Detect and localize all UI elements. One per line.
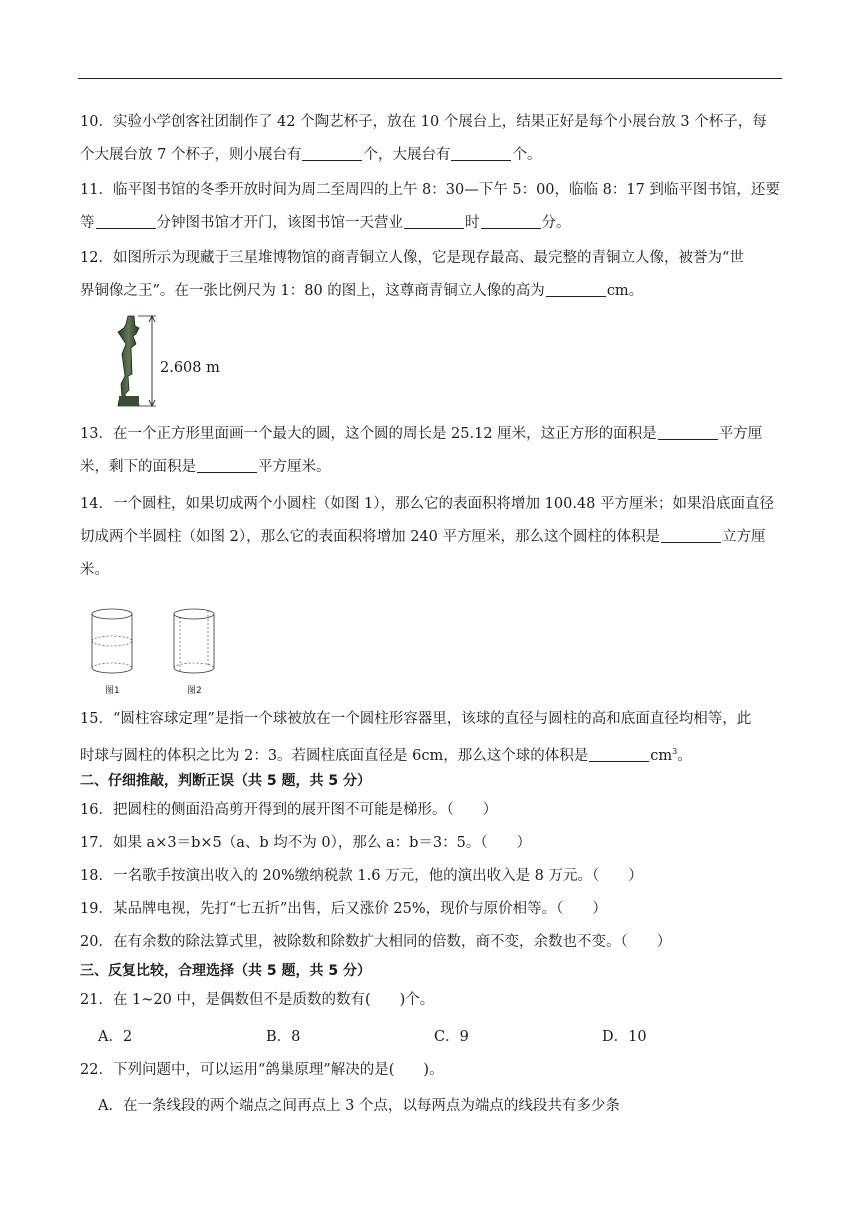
q11-line2: 等 分钟图书馆才开门，该图书馆一天营业 时 分。 xyxy=(80,215,571,231)
q19: 19．某品牌电视，先打“七五折”出售，后又涨价 25%，现价与原价相等。（ ） xyxy=(80,901,607,917)
figure-2-label: 图2 xyxy=(187,686,202,696)
q20: 20．在有余数的除法算式里，被除数和除数扩大相同的倍数，商不变，余数也不变。（ ） xyxy=(80,934,672,950)
q18: 18．一名歌手按演出收入的 20%缴纳税款 1.6 万元，他的演出收入是 8 万元。（ ） xyxy=(80,868,643,884)
q11-line1: 11．临平图书馆的冬季开放时间为周二至周四的上午 8：30—下午 5：00，临临 8：17 到临平图书馆，还要 xyxy=(80,182,780,198)
q13-line2: 米，剩下的面积是 平方厘米。 xyxy=(80,459,331,475)
q14-line2: 切成两个半圆柱（如图 2），那么它的表面积将增加 240 平方厘米，那么这个圆柱的体积是 立方厘 xyxy=(80,529,766,545)
q10-line2: 个大展台放 7 个杯子，则小展台有 个，大展台有 个。 xyxy=(80,147,542,163)
header-rule xyxy=(78,78,782,79)
q14-line1: 14．一个圆柱，如果切成两个小圆柱（如图 1），那么它的表面积将增加 100.48 平方厘米；如果沿底面直径 xyxy=(80,496,774,512)
q21-stem: 21．在 1~20 中，是偶数但不是质数的数有( )个。 xyxy=(80,992,435,1008)
q14-line3: 米。 xyxy=(80,562,109,578)
q22-stem: 22．下列问题中，可以运用“鸽巢原理”解决的是( )。 xyxy=(80,1062,444,1078)
q21-option-c[interactable]: C．9 xyxy=(434,1029,469,1045)
answer-blank[interactable] xyxy=(661,528,721,543)
cylinder-2-icon xyxy=(174,609,214,673)
answer-blank[interactable] xyxy=(658,425,718,440)
answer-blank[interactable] xyxy=(96,214,156,229)
q21-option-a[interactable]: A．2 xyxy=(98,1029,133,1045)
answer-blank[interactable] xyxy=(451,146,511,161)
cylinders-figure xyxy=(90,608,220,680)
answer-blank[interactable] xyxy=(404,214,464,229)
answer-blank[interactable] xyxy=(546,282,606,297)
answer-blank[interactable] xyxy=(197,458,257,473)
section-3-heading: 三、反复比较，合理选择（共 5 题，共 5 分） xyxy=(80,963,371,979)
q15-line1: 15．“圆柱容球定理”是指一个球被放在一个圆柱形容器里，该球的直径与圆柱的高和底面直径均相等，此 xyxy=(80,711,752,727)
answer-blank[interactable] xyxy=(481,214,541,229)
answer-blank[interactable] xyxy=(589,747,649,762)
statue-height-label: 2.608 m xyxy=(160,360,220,376)
q21-option-d[interactable]: D．10 xyxy=(602,1029,647,1045)
answer-blank[interactable] xyxy=(302,146,362,161)
q12-line2: 界铜像之王”。在一张比例尺为 1：80 的图上，这尊商青铜立人像的高为 cm。 xyxy=(80,283,644,299)
section-2-heading: 二、仔细推敲，判断正误（共 5 题，共 5 分） xyxy=(80,773,371,789)
figure-1-label: 图1 xyxy=(105,686,120,696)
q21-option-b[interactable]: B．8 xyxy=(266,1029,301,1045)
q10-line1: 10．实验小学创客社团制作了 42 个陶艺杯子，放在 10 个展台上，结果正好是每个小展台放 3 个杯子，每 xyxy=(80,114,767,130)
cylinder-1-icon xyxy=(92,609,132,673)
q17: 17．如果 a×3＝b×5（a、b 均不为 0），那么 a：b＝3：5。（ ） xyxy=(80,835,532,851)
q12-line1: 12．如图所示为现藏于三星堆博物馆的商青铜立人像，它是现存最高、最完整的青铜立人像，被誉为“世 xyxy=(80,250,744,266)
statue-icon xyxy=(118,316,139,406)
q16: 16．把圆柱的侧面沿高剪开得到的展开图不可能是梯形。（ ） xyxy=(80,802,498,818)
q13-line1: 13．在一个正方形里面画一个最大的圆，这个圆的周长是 25.12 厘米，这正方形的面积是 平方厘 xyxy=(80,426,763,442)
q15-line2: 时球与圆柱的体积之比为 2：3。若圆柱底面直径是 6cm，那么这个球的体积是 $cm^3$。 xyxy=(80,747,692,764)
q22-option-a[interactable]: A．在一条线段的两个端点之间再点上 3 个点，以每两点为端点的线段共有多少条 xyxy=(98,1098,620,1114)
